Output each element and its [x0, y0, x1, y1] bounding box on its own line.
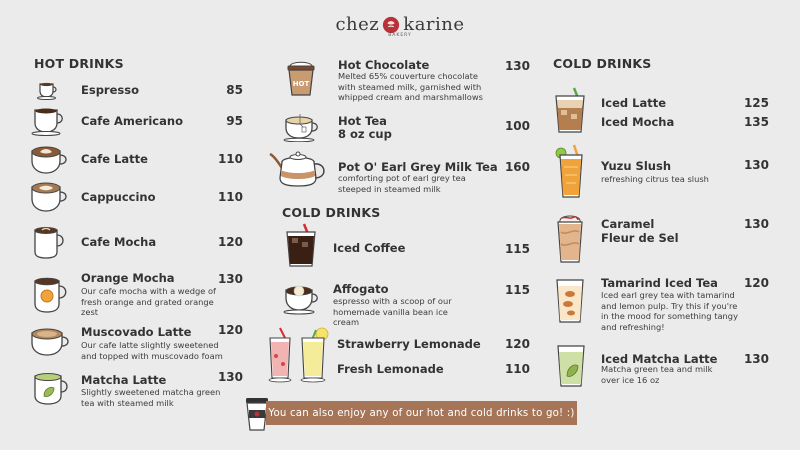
- item-description: Melted 65% couverture chocolate with steamed milk, garnished with whipped cream and marshmallows: [338, 71, 483, 102]
- item-price: 130: [743, 217, 769, 231]
- section-title-cold-drinks-right: COLD DRINKS: [553, 56, 652, 71]
- iced-latte-glass-icon: [552, 86, 588, 136]
- brand-name-left: chez: [335, 14, 380, 35]
- brand-subtitle: BAKERY: [388, 33, 412, 38]
- item-name: Iced Coffee: [333, 241, 406, 255]
- item-price: 130: [217, 272, 243, 286]
- item-name: Hot Tea: [338, 114, 387, 128]
- item-name-strawberry-lemonade: Strawberry Lemonade: [337, 337, 481, 351]
- item-name: Orange Mocha: [81, 271, 175, 285]
- item-name: Iced Matcha Latte: [601, 352, 718, 366]
- americano-cup-icon: [30, 104, 68, 136]
- iced-coffee-glass-icon: [282, 222, 322, 270]
- item-name: Cappuccino: [81, 190, 156, 204]
- item-name: Caramel: [601, 217, 655, 231]
- item-description: Matcha green tea and milk over ice 16 oz: [601, 364, 713, 385]
- item-price: 85: [226, 83, 243, 97]
- brand-header: [0, 14, 800, 38]
- item-name: Hot Chocolate: [338, 58, 430, 72]
- hot-chocolate-cup-icon: [285, 58, 317, 98]
- item-description: Iced earl grey tea with tamarind and lemon pulp. Try this if you're in the mood for something tangy and refreshing!: [601, 290, 738, 332]
- item-price: 120: [217, 235, 243, 249]
- bakery-mark-icon: [382, 16, 400, 34]
- iced-matcha-glass-icon: [554, 342, 590, 390]
- tea-cup-icon: [282, 110, 324, 142]
- item-price: 130: [217, 370, 243, 384]
- item-name-iced-latte: Iced Latte: [601, 96, 667, 110]
- item-name: Cafe Americano: [81, 114, 183, 128]
- item-price: 95: [226, 114, 243, 128]
- item-price-iced-latte: 125: [743, 96, 769, 110]
- item-description: refreshing citrus tea slush: [601, 174, 709, 184]
- item-price: 130: [504, 59, 530, 73]
- item-name: Espresso: [81, 83, 139, 97]
- section-title-hot-drinks: HOT DRINKS: [34, 56, 124, 71]
- item-price: 100: [504, 119, 530, 133]
- brand-name-right: karine: [403, 14, 465, 35]
- item-name: Affogato: [333, 282, 389, 296]
- cup-label-hot: HOT: [292, 80, 310, 88]
- item-name: Tamarind Iced Tea: [601, 276, 718, 290]
- item-price: 115: [504, 283, 530, 297]
- item-name: Matcha Latte: [81, 373, 167, 387]
- item-price: 120: [217, 323, 243, 337]
- item-description: Slightly sweetened matcha green tea with steamed milk: [81, 387, 221, 408]
- brand-logo: [335, 14, 464, 35]
- to-go-banner: [266, 401, 577, 425]
- mocha-cup-icon: [30, 222, 70, 262]
- item-price: 130: [743, 158, 769, 172]
- item-name-iced-mocha: Iced Mocha: [601, 115, 675, 129]
- item-price: 110: [217, 190, 243, 204]
- matcha-cup-icon: [30, 368, 74, 408]
- item-description: espresso with a scoop of our homemade vanilla bean ice cream: [333, 296, 452, 327]
- item-description: comforting pot of earl grey tea steeped in steamed milk: [338, 173, 466, 194]
- affogato-cup-icon: [282, 280, 322, 316]
- item-description: Our cafe mocha with a wedge of fresh orange and grated orange zest: [81, 286, 216, 317]
- item-name: Pot O' Earl Grey Milk Tea: [338, 160, 498, 174]
- section-title-cold-drinks-middle: COLD DRINKS: [282, 205, 381, 220]
- item-name: Cafe Latte: [81, 152, 148, 166]
- teapot-icon: [268, 148, 332, 190]
- item-size: 8 oz cup: [338, 127, 392, 141]
- yuzu-slush-glass-icon: [554, 143, 588, 201]
- cappuccino-cup-icon: [28, 179, 72, 215]
- muscovado-cup-icon: [28, 325, 74, 359]
- item-price-iced-mocha: 135: [743, 115, 769, 129]
- item-name: Cafe Mocha: [81, 235, 157, 249]
- item-price: 110: [217, 152, 243, 166]
- item-price: 130: [743, 352, 769, 366]
- item-name: Muscovado Latte: [81, 325, 192, 339]
- item-price: 115: [504, 242, 530, 256]
- tamarind-tea-glass-icon: [552, 276, 590, 326]
- item-description: Our cafe latte slightly sweetened and topped with muscovado foam: [81, 340, 223, 361]
- item-name-line2: Fleur de Sel: [601, 231, 679, 245]
- lemonade-glasses-icon: [266, 326, 332, 384]
- item-price: 160: [504, 160, 530, 174]
- caramel-frappe-icon: [552, 210, 590, 266]
- item-name: Yuzu Slush: [601, 159, 672, 173]
- to-go-banner-text: You can also enjoy any of our hot and cold drinks to go! :): [268, 407, 575, 419]
- item-price-strawberry-lemonade: 120: [504, 337, 530, 351]
- item-price: 120: [743, 276, 769, 290]
- espresso-cup-icon: [36, 78, 60, 100]
- latte-cup-icon: [28, 143, 72, 177]
- item-name-fresh-lemonade: Fresh Lemonade: [337, 362, 444, 376]
- orange-mocha-cup-icon: [30, 272, 72, 316]
- item-price-fresh-lemonade: 110: [504, 362, 530, 376]
